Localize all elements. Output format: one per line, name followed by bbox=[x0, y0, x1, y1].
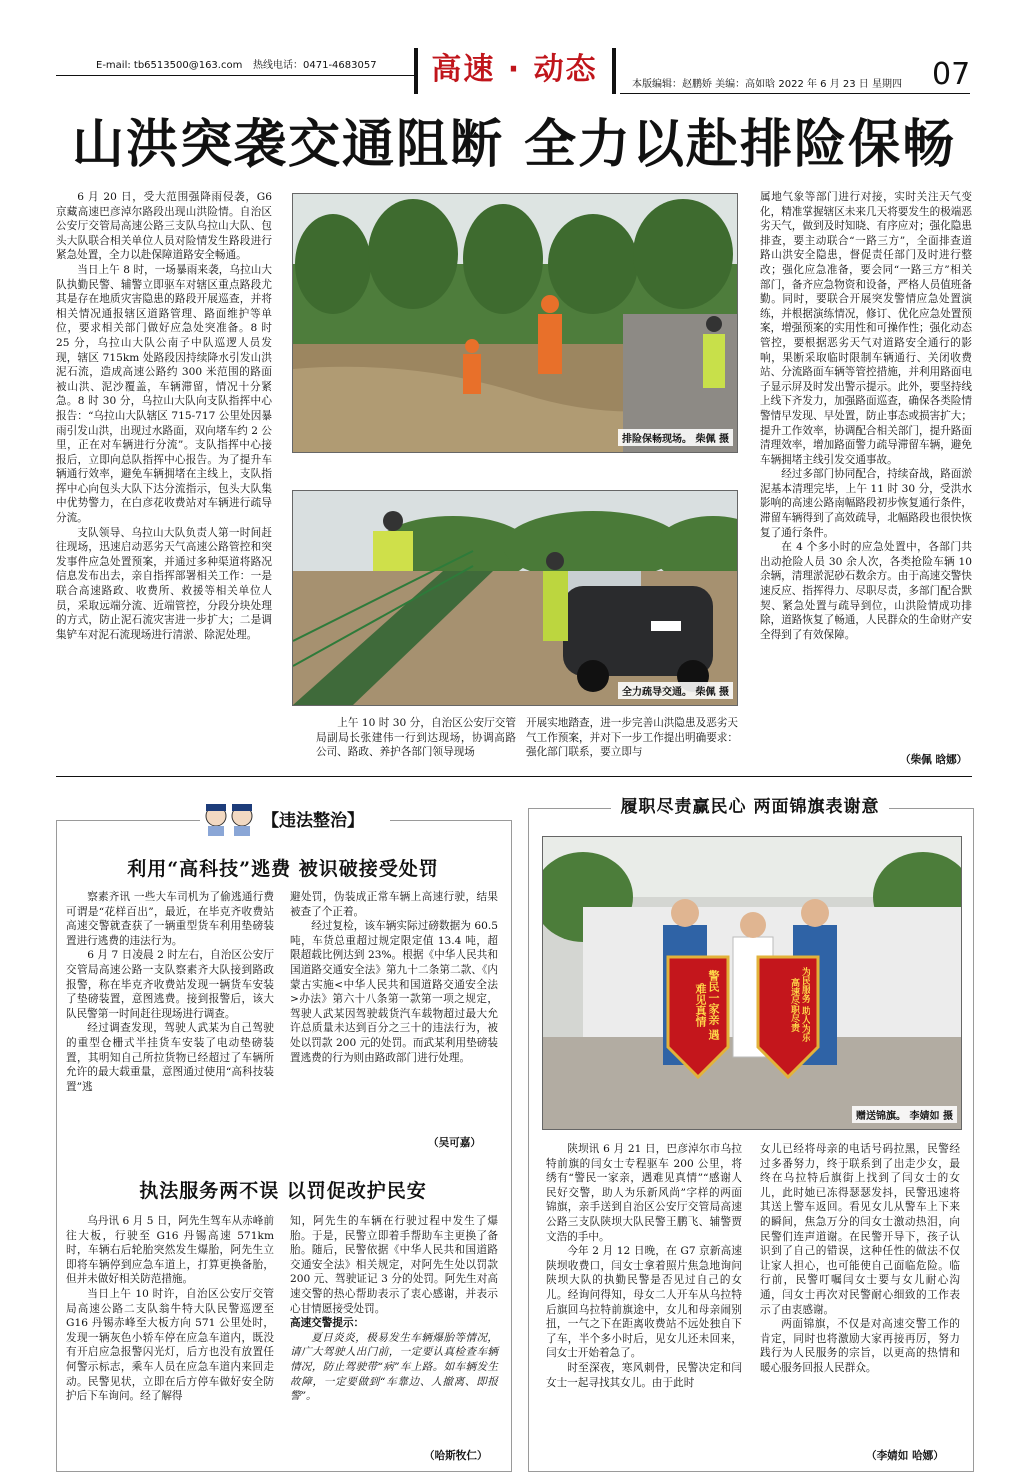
page-number: 07 bbox=[932, 57, 971, 92]
paragraph: 经过多部门协同配合，持续奋战，路面淤泥基本清理完毕，上午 11 时 30 分，受洪水影响的高速公路南幅路段初步恢复通行条件，滞留车辆得到了高效疏导，北幅路段也很快恢复了通行条件。 bbox=[760, 468, 972, 539]
rescue-scene-image bbox=[293, 194, 737, 452]
paragraph: 当日上午 8 时，一场暴雨来袭，乌拉山大队执勤民警、辅警立即驱车对辖区重点路段尤其是存在地质灾害隐患的路段开展巡查，并将相关情况通报辖区道路管理、路面维护等单位，要求相关部门做好应急处突准备。8 时 25 分，乌拉山大队公南子中队巡逻人员发现，辖区 715km 处路段因持续降水引发山洪泥石流，造成高速公路约 300 米范围的路面被山洪、泥沙覆盖，车辆滞留，情况十分紧急。8 时 30 分，乌拉山大队向支队指挥中心报告：“乌拉山大队辖区 715-717 公里处因暴雨引发山洪，出现过水路面，双向堵车约 2 公里，正在对车辆进行分流”。支队指挥中心接报后，立即向总队指挥中心报告。为了提升车辆通行效率，避免车辆拥堵在主线上，支队指挥中心向包头大队下达分流指示，包头大队集中优势警力，在白彦花收费站对车辆进行疏导分流。 bbox=[56, 263, 272, 525]
pennant-col-1 bbox=[546, 1142, 742, 1390]
paragraph: 6 月 20 日，受大范围强降雨侵袭，G6 京藏高速巴彦淖尔路段出现山洪险情。自治区公安厅交管局高速公路三支队乌拉山大队、包头大队联合相关单位人员对险情发生路段进行紧急处置，全力以赴保障道路安全畅通。 bbox=[56, 191, 272, 262]
flood-rescue-photo bbox=[292, 193, 738, 453]
header-rule-left bbox=[56, 75, 416, 76]
tip-text: 夏日炎炎，极易发生车辆爆胎等情况，请广大驾驶人出门前，一定要认真检查车辆情况，防止驾驶带“病”车上路。如车辆发生故障，一定要做到“车靠边、人撤离、即报警”。 bbox=[290, 1331, 498, 1403]
violation-1-col-2 bbox=[290, 890, 498, 1065]
paragraph: 避处罚，伪装成正常车辆上高速行驶，结果被查了个正着。 bbox=[290, 891, 498, 918]
photo-caption: 全力疏导交通。 柴佩 摄 bbox=[618, 682, 733, 699]
pennant-scene-image bbox=[543, 837, 961, 1129]
pennant-banner-1: 警民一家亲 遇难见真情 bbox=[694, 970, 720, 1040]
police-mascot-icon bbox=[200, 800, 260, 836]
paragraph: 陕坝讯 6 月 21 日，巴彦淖尔市乌拉特前旗的闫女士专程驱车 200 公里，将绣有“警民一家亲，遇难见真情”“感谢人民好交警，助人为乐新风尚”字样的两面锦旗，亲手送到自治区公安厅交管局高速公路三支队陕坝大队民警王鹏飞、辅警贾文浩的手中。 bbox=[546, 1143, 742, 1243]
pennant-banner-2: 为民服务 助人为乐 高速尽职尽责 bbox=[789, 967, 810, 1043]
paragraph: 今年 2 月 12 日晚，在 G7 京新高速陕坝收费口，闫女士拿着照片焦急地询问陕坝大队的执勤民警是否见过自己的女儿。经询问得知，母女二人开车从乌拉特后旗回乌拉特前旗途中，女儿和母亲闹别扭，一气之下在距离收费站不远处独自下了车，半个多小时后，见女儿还未回来，闫女士开始着急了。 bbox=[546, 1245, 742, 1360]
pennant-headline: 履职尽责赢民心 两面锦旗表谢意 bbox=[611, 797, 890, 817]
paragraph: 察素齐讯 一些大车司机为了偷逃通行费可谓是“花样百出”，最近，在毕克齐收费站高速交警就查获了一辆重型货车利用垫磅装置进行逃费的违法行为。 bbox=[66, 891, 274, 947]
violation-byline-2: （哈斯牧仁） bbox=[424, 1450, 488, 1462]
paragraph: 6 月 7 日凌晨 2 时左右，自治区公安厅交管局高速公路一支队察素齐大队接到路政报警，称在毕克齐收费站发现一辆货车安装了垫磅装置，意图逃费。接到报警后，该大队民警第一时间赶往现场进行调查。 bbox=[66, 949, 274, 1020]
paragraph: 属地气象等部门进行对接，实时关注天气变化，精准掌握辖区未来几天将要发生的极端恶劣天气，做到及时知晓、有序应对；强化隐患排查，要主动联合“一路三方”，全面排查道路山洪安全隐患，督促责任部门及时进行整改；强化应急准备，要会同“一路三方”相关部门，备齐应急物资和设备，严格人员值班备勤。同时，要联合开展突发警情应急处置演练，并根据演练情况，修订、优化应急处置预案，增强预案的实用性和可操作性；强化动态管控，要根据恶劣天气对道路安全通行的影响，果断采取临时限制车辆通行、关闭收费站、分流路面车辆等管控措施，并利用路面电子显示屏及时发出警示提示。此外，要坚持线上线下齐发力，加强路面巡查，确保各类险情警情早发现、早处置，防止事态或损害扩大；提升工作效率，协调配合相关部门，提升路面清理效率，增加路面警力疏导滞留车辆，避免车辆拥堵主线引发交通事故。 bbox=[760, 191, 972, 466]
paragraph: 女儿已经将母亲的电话号码拉黑，民警经过多番努力，终于联系到了出走少女，最终在乌拉特后旗街上找到了闫女士的女儿，此时她已冻得瑟瑟发抖，民警迅速将其送上警车返回。看见女儿从警车上下来的瞬间，焦急万分的闫女士激动热泪，向民警们连声道谢。在民警开导下，孩子认识到了自己的错误，这种任性的做法不仅让家人担心，也可能使自己面临危险。临行前，民警叮嘱闫女士要与女儿耐心沟通，闫女士再次对民警耐心细致的工作表示了由衷感谢。 bbox=[760, 1143, 960, 1316]
hotline: 热线电话：0471-4683057 bbox=[253, 60, 377, 71]
editors-line: 本版编辑：赵鹏娇 美编：高如晗 2022 年 6 月 23 日 星期四 bbox=[632, 79, 902, 90]
pennant-col-2 bbox=[760, 1142, 960, 1376]
lead-column-3 bbox=[760, 190, 972, 642]
violation-2-col-1 bbox=[66, 1214, 274, 1404]
violation-1-col-1 bbox=[66, 890, 274, 1094]
paragraph: 乌丹讯 6 月 5 日，阿先生驾车从赤峰前往大板，行驶至 G16 丹锡高速 571km 时，车辆右后轮胎突然发生爆胎，阿先生立即将车辆停到应急车道上，打算更换备胎，但并未做好相关防范措施。 bbox=[66, 1215, 274, 1286]
violation-label-wrap bbox=[200, 800, 390, 836]
photo-caption: 排险保畅现场。 柴佩 摄 bbox=[618, 429, 733, 446]
header-bar-left bbox=[414, 48, 418, 94]
paragraph: 时至深夜，寒风刺骨，民警决定和闫女士一起寻找其女儿。由于此时 bbox=[546, 1361, 742, 1389]
photo-caption: 赠送锦旗。 李婧如 摄 bbox=[852, 1106, 957, 1123]
lead-mid-bottom-b bbox=[526, 716, 738, 760]
violation-label: 【违法整治】 bbox=[262, 811, 364, 831]
paragraph: 经过复检，该车辆实际过磅数据为 60.5 吨，车货总重超过规定限定值 13.4 吨，超限超载比例达到 23%。根据《中华人民共和国道路交通安全法》第九十二条第二款、《内蒙古实施<中华人民共和国道路交通安全法>办法》第六十八条第一款第一项之规定，驾驶人武某因驾驶载货汽车载物超过最大允许总质量未达到百分之三十的违法行为，被处以罚款 200 元的处罚。而武某利用垫磅装置逃费的行为则由路政部门进行处理。 bbox=[290, 920, 498, 1064]
header-rule-right bbox=[620, 93, 970, 94]
paragraph: 知，阿先生的车辆在行驶过程中发生了爆胎。于是，民警立即着手帮助车主更换了备胎。随后，民警依据《中华人民共和国道路交通安全法》相关规定，对阿先生处以罚款 200 元、驾驶证记 3 分的处罚。阿先生对高速交警的热心帮助表示了衷心感谢，并表示心甘情愿接受处罚。 bbox=[290, 1215, 498, 1315]
paragraph: 两面锦旗，不仅是对高速交警工作的肯定，同时也将激励大家再接再厉，努力践行为人民服务的宗旨，以更高的热情和暖心服务回报人民群众。 bbox=[760, 1318, 960, 1374]
paragraph: 当日上午 10 时许，自治区公安厅交管局高速公路二支队翁牛特大队民警巡逻至 G16 丹锡赤峰至大板方向 571 公里处时，发现一辆灰色小轿车停在应急车道内，既没有开启应急报警闪光灯，后方也没有放置任何警示标志，乘车人员在应急车道内来回走动。民警见状，立即在后方停车做好安全防护后下车询问。经了解得 bbox=[66, 1287, 274, 1403]
section-title: 高速 · 动态 bbox=[431, 52, 598, 87]
lead-byline: （柴佩 晗娜） bbox=[900, 754, 968, 766]
traffic-guidance-photo bbox=[292, 490, 738, 706]
violation-headline-2: 执法服务两不误 以罚促改护民安 bbox=[139, 1180, 427, 1202]
violation-2-col-2 bbox=[290, 1214, 498, 1404]
paragraph: 经过调查发现，驾驶人武某为自己驾驶的重型仓栅式半挂货车安装了电动垫磅装置，其明知自己所拉货物已经超过了车辆所允许的最大载重量，意图通过使用“高科技装置”逃 bbox=[66, 1022, 274, 1093]
pennant-headline-wrap bbox=[528, 792, 972, 817]
main-headline: 山洪突袭交通阻断 全力以赴排险保畅 bbox=[71, 114, 957, 175]
violation-headline-1: 利用“高科技”逃费 被识破接受处罚 bbox=[127, 858, 439, 880]
email-line: E-mail: tb6513500@163.com bbox=[96, 60, 243, 71]
section-divider bbox=[56, 776, 972, 777]
traffic-scene-image bbox=[293, 491, 737, 705]
lead-column-1 bbox=[56, 190, 272, 642]
header-bar-right bbox=[612, 48, 616, 94]
pennant-byline: （李婧如 哈娜） bbox=[866, 1450, 944, 1462]
tip-heading: 高速交警提示： bbox=[290, 1317, 365, 1330]
violation-byline-1: （吴可嘉） bbox=[428, 1137, 481, 1149]
lead-mid-bottom-a bbox=[316, 716, 516, 760]
paragraph: 开展实地踏查，进一步完善山洪隐患及恶劣天气工作预案，并对下一步工作提出明确要求：强化部门联系，要立即与 bbox=[526, 717, 738, 759]
paragraph: 在 4 个多小时的应急处置中，各部门共出动抢险人员 30 余人次，各类抢险车辆 10 余辆，清理淤泥砂石数余方。由于高速交警快速反应、指挥得力、尽职尽责，多部门配合默契、紧急处置与疏导到位，山洪险情成功排除，道路恢复了畅通，人民群众的生命财产安全得到了有效保障。 bbox=[760, 541, 972, 641]
paragraph: 上午 10 时 30 分，自治区公安厅交管局副局长张建伟一行到达现场，协调高路公司、路政、养护各部门领导现场 bbox=[316, 717, 516, 759]
pennant-photo bbox=[542, 836, 962, 1130]
paragraph: 支队领导、乌拉山大队负责人第一时间赶往现场，迅速启动恶劣天气高速公路管控和突发事件应急处置预案，并通过多种渠道将路况信息发布出去，亲自指挥部署相关工作：一是联合高速路政、收费所、救援等相关单位人员，采取远端分流、近端管控，分段分块处理的方式，防止泥石流灾害进一步扩大；二是调集铲车对泥石流现场进行清淤、除泥处理。 bbox=[56, 526, 272, 641]
